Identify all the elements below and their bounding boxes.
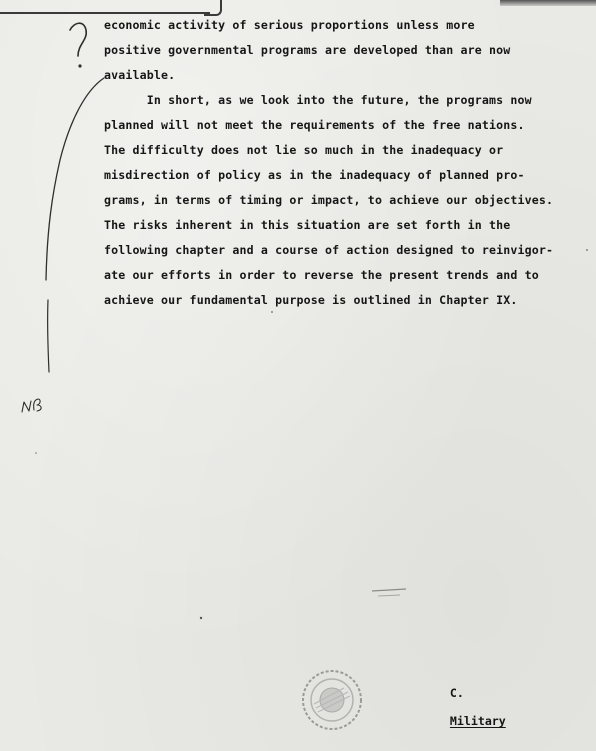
text-line: ate our efforts in order to reverse the present trends and to bbox=[104, 268, 539, 282]
page-top-tab bbox=[204, 0, 222, 16]
smudge-mark bbox=[372, 589, 406, 591]
margin-bracket-tail bbox=[48, 300, 49, 372]
speck bbox=[271, 311, 273, 313]
question-mark-dot bbox=[78, 64, 81, 67]
text-line: grams, in terms of timing or impact, to achieve our objectives. bbox=[104, 193, 554, 207]
page-top-edge bbox=[0, 0, 210, 14]
section-title: Military bbox=[449, 714, 506, 728]
text-line: positive governmental programs are developed than are now bbox=[104, 43, 511, 57]
text-line: The risks inherent in this situation are set forth in the bbox=[104, 218, 511, 232]
archive-stamp bbox=[300, 668, 364, 732]
continued-paragraph bbox=[104, 18, 584, 88]
summary-paragraph bbox=[104, 93, 584, 307]
text-line: In short, as we look into the future, the programs now bbox=[104, 93, 532, 107]
text-line: available. bbox=[104, 68, 176, 82]
question-mark-stroke bbox=[70, 23, 86, 56]
margin-bracket-stroke bbox=[46, 78, 104, 280]
speck bbox=[586, 249, 588, 251]
text-line: economic activity of serious proportions unless more bbox=[104, 18, 475, 32]
smudge-mark bbox=[378, 595, 400, 596]
text-line: planned will not meet the requirements of the free nations. bbox=[104, 118, 525, 132]
text-line: achieve our fundamental purpose is outlined in Chapter IX. bbox=[104, 293, 518, 307]
initials-scribble bbox=[22, 399, 41, 412]
text-line: The difficulty does not lie so much in the inadequacy or bbox=[104, 143, 504, 157]
text-line: following chapter and a course of action designed to reinvigor- bbox=[104, 243, 554, 257]
page-top-shadow bbox=[500, 0, 596, 6]
section-heading bbox=[422, 672, 506, 742]
text-line: misdirection of policy as in the inadequacy of planned pro- bbox=[104, 168, 525, 182]
speck bbox=[35, 452, 37, 454]
speck bbox=[200, 617, 202, 619]
section-number: C. bbox=[449, 686, 464, 700]
